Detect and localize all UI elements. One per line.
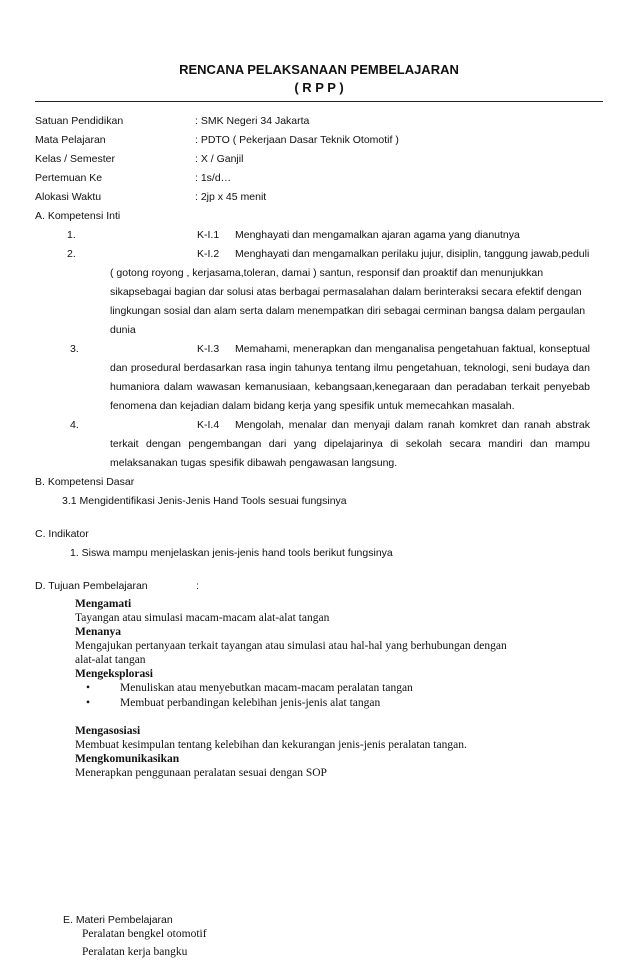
eksplorasi-bullet: Membuat perbandingan kelebihan jenis-jenis alat tangan	[120, 697, 381, 709]
indikator-item: 1. Siswa mampu menjelaskan jenis-jenis hand tools berikut fungsinya	[70, 547, 393, 559]
asosiasi-text: Membuat kesimpulan tentang kelebihan dan kekurangan jenis-jenis peralatan tangan.	[75, 739, 467, 751]
menanya-title: Menanya	[75, 626, 121, 638]
ki-text: Mengolah, menalar dan menyaji dalam ranah komkret dan ranah abstrak	[235, 419, 590, 431]
asosiasi-title: Mengasosiasi	[75, 725, 141, 737]
ki-code: K-I.4	[197, 419, 220, 431]
identity-label: Alokasi Waktu	[35, 191, 102, 203]
ki-number: 1.	[67, 229, 76, 241]
ki-text-line: lingkungan sosial dan alam serta dalam menempatkan diri sebagai cerminan bangsa dalam pergaulan	[110, 305, 586, 317]
ki-text-line: terkait dengan pengembangan dari yang dipelajarinya di sekolah secara mandiri dan mampu	[110, 438, 590, 450]
bullet-icon: •	[86, 682, 91, 694]
ki-text-line: dan prosedural berdasarkan rasa ingin tahunya tentang ilmu pengetahuan, teknologi, seni budaya dan	[110, 362, 590, 374]
ki-text-line: sikapsebagai bagian dar solusi atas berbagai permasalahan dalam berinteraksi secara efektif dengan	[110, 286, 582, 298]
identity-label: Mata Pelajaran	[35, 134, 106, 146]
menanya-text: Mengajukan pertanyaan terkait tayangan atau simulasi atau hal-hal yang berhubungan dengan	[75, 640, 507, 652]
ki-text-line: melaksanakan tugas spesifik dibawah pengawasan langsung.	[110, 457, 398, 469]
ki-text: Menghayati dan mengamalkan perilaku jujur, disiplin, tanggung jawab,peduli	[235, 248, 590, 260]
identity-value: : 1s/d…	[195, 172, 232, 184]
section-d-colon: :	[196, 580, 199, 592]
document-title: RENCANA PELAKSANAAN PEMBELAJARAN	[179, 62, 459, 77]
eksplorasi-bullet: Menuliskan atau menyebutkan macam-macam peralatan tangan	[120, 682, 413, 694]
section-e-heading: E. Materi Pembelajaran	[63, 914, 173, 926]
identity-value: : X / Ganjil	[195, 153, 244, 165]
identity-value: : PDTO ( Pekerjaan Dasar Teknik Otomotif )	[195, 134, 399, 146]
materi-item: Peralatan kerja bangku	[82, 946, 188, 958]
section-a-heading: A. Kompetensi Inti	[35, 210, 121, 222]
ki-text-line: dunia	[110, 324, 136, 336]
ki-number: 2.	[67, 248, 76, 260]
mengamati-title: Mengamati	[75, 598, 132, 610]
identity-label: Satuan Pendidikan	[35, 115, 124, 127]
ki-text-line: ( gotong royong , kerjasama,toleran, damai ) santun, responsif dan proaktif dan menunjukkan	[110, 267, 544, 279]
identity-label: Kelas / Semester	[35, 153, 115, 165]
ki-code: K-I.1	[197, 229, 220, 241]
identity-label: Pertemuan Ke	[35, 172, 103, 184]
section-d-heading: D. Tujuan Pembelajaran	[35, 580, 148, 592]
ki-code: K-I.2	[197, 248, 220, 260]
section-c-heading: C. Indikator	[35, 528, 89, 540]
section-b-heading: B. Kompetensi Dasar	[35, 476, 135, 488]
ki-text: Menghayati dan mengamalkan ajaran agama yang dianutnya	[235, 229, 520, 241]
komunikasi-text: Menerapkan penggunaan peralatan sesuai dengan SOP	[75, 767, 327, 779]
mengamati-text: Tayangan atau simulasi macam-macam alat-alat tangan	[75, 612, 330, 624]
ki-number: 3.	[70, 343, 79, 355]
bullet-icon: •	[86, 697, 91, 709]
identity-value: : 2jp x 45 menit	[195, 191, 267, 203]
kompetensi-dasar-item: 3.1 Mengidentifikasi Jenis-Jenis Hand Tools sesuai fungsinya	[62, 495, 347, 507]
header-divider	[35, 101, 603, 102]
ki-text-line: fenomena dan kejadian dalam bidang kerja yang spesifik untuk memecahkan masalah.	[110, 400, 515, 412]
materi-item: Peralatan bengkel otomotif	[82, 928, 207, 940]
ki-text: Memahami, menerapkan dan menganalisa pengetahuan faktual, konseptual	[235, 343, 590, 355]
ki-code: K-I.3	[197, 343, 220, 355]
komunikasi-title: Mengkomunikasikan	[75, 753, 180, 765]
menanya-text: alat-alat tangan	[75, 654, 146, 666]
document-subtitle: ( R P P )	[294, 80, 344, 95]
identity-value: : SMK Negeri 34 Jakarta	[195, 115, 310, 127]
ki-text-line: humaniora dalam wawasan kemanusiaan, kebangsaan,kenegaraan dan peradaban terkait penyebab	[110, 381, 590, 393]
ki-number: 4.	[70, 419, 79, 431]
eksplorasi-title: Mengeksplorasi	[75, 668, 153, 680]
